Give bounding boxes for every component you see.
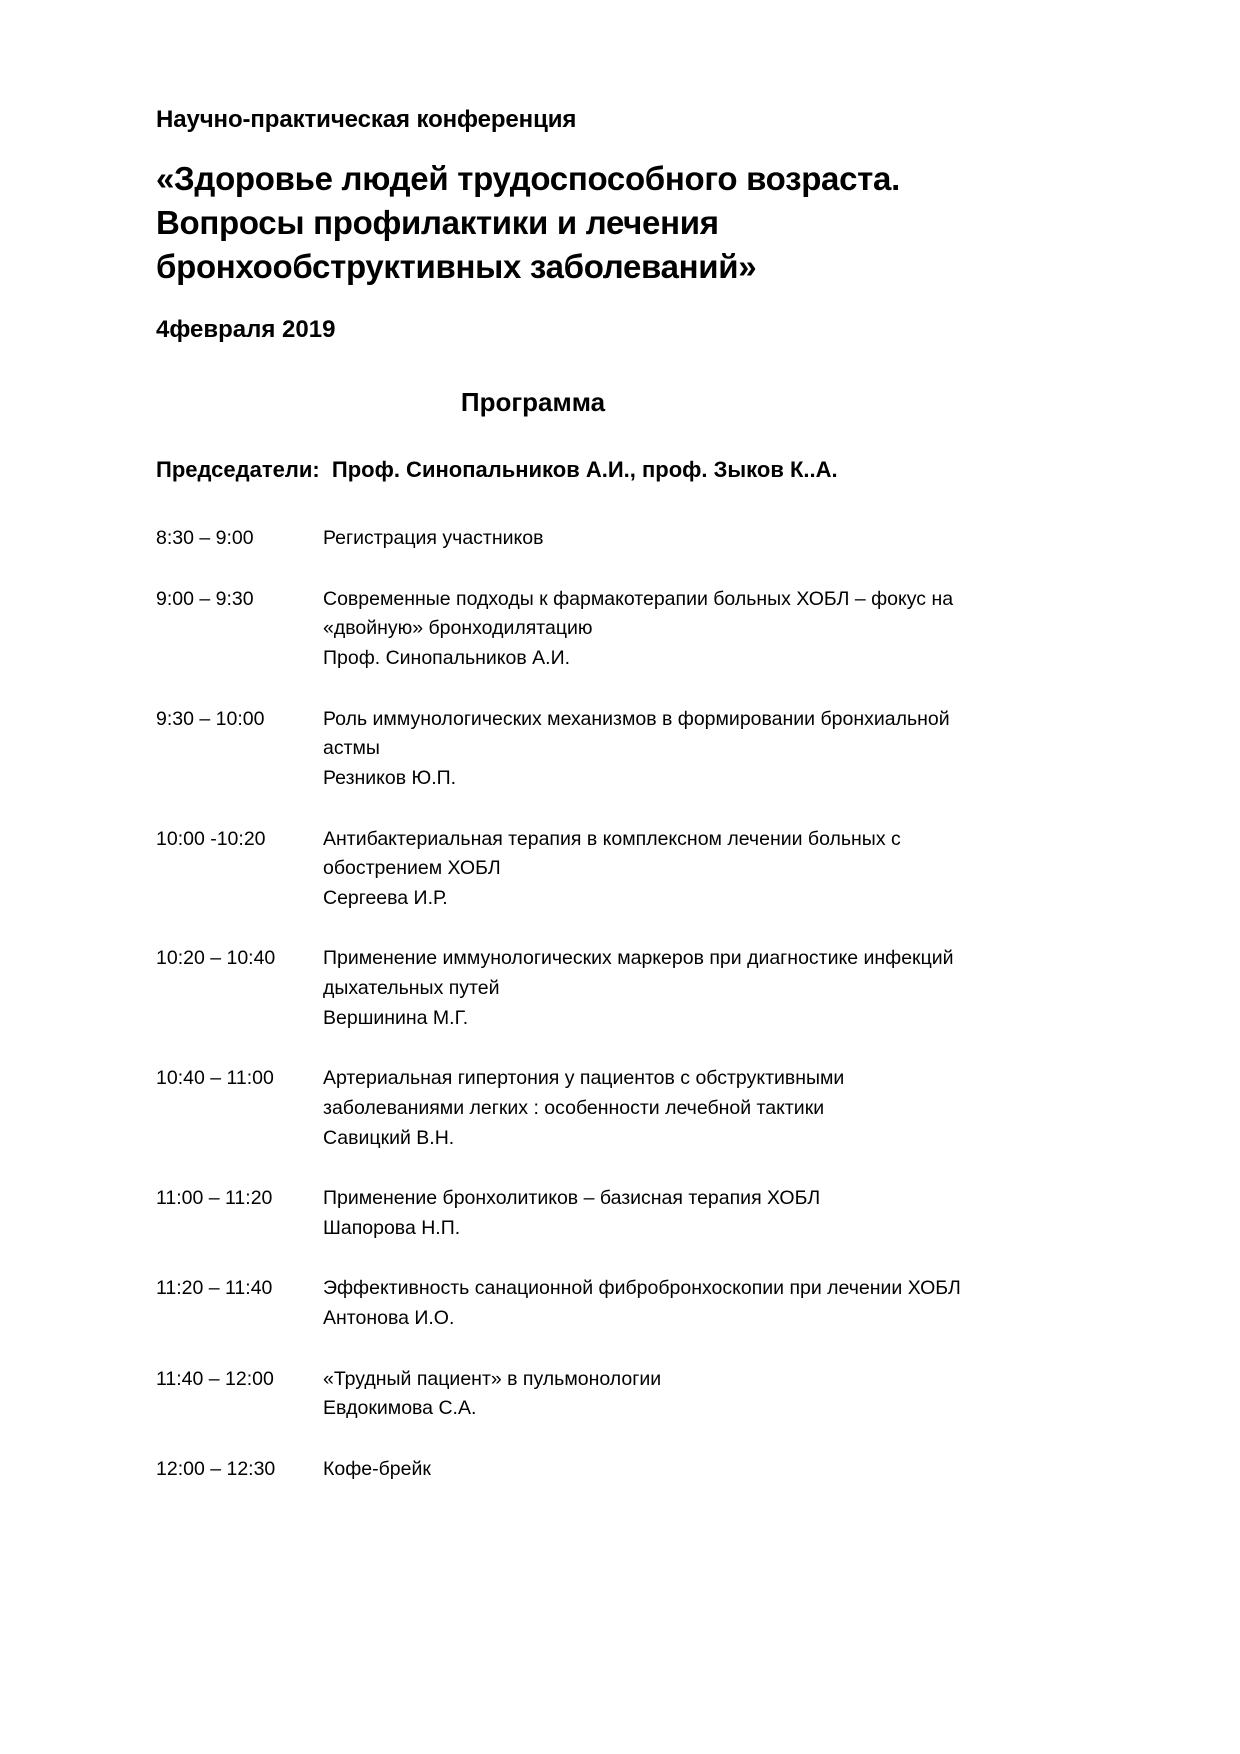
- schedule-speaker: Проф. Синопальников А.И.: [323, 647, 571, 670]
- schedule-entry: [323, 1064, 1013, 1153]
- schedule-time: 9:30 – 10:00: [156, 707, 265, 730]
- schedule-time: 10:20 – 10:40: [156, 947, 276, 970]
- schedule-row: [156, 1184, 1040, 1243]
- schedule-entry: [323, 705, 1013, 794]
- schedule-entry: [323, 1274, 1013, 1333]
- schedule-title-line: Артериальная гипертония у пациентов с обструктивными: [323, 1067, 845, 1090]
- schedule-time: 8:30 – 9:00: [156, 527, 254, 550]
- conference-kicker: Научно-практическая конференция: [156, 106, 577, 133]
- schedule-title-line: «Трудный пациент» в пульмонологии: [323, 1367, 662, 1390]
- schedule-row: [156, 825, 1040, 914]
- schedule-title-line: астмы: [323, 737, 380, 760]
- schedule-speaker: Шапорова Н.П.: [323, 1216, 461, 1239]
- schedule-entry: [323, 944, 1013, 1033]
- schedule-time: 10:40 – 11:00: [156, 1067, 274, 1090]
- schedule-time: 11:00 – 11:20: [156, 1187, 273, 1210]
- schedule-entry: [323, 1184, 1013, 1243]
- schedule-title-line: обострением ХОБЛ: [323, 857, 501, 880]
- schedule-time: 11:40 – 12:00: [156, 1367, 274, 1390]
- schedule-entry: [323, 1365, 1013, 1424]
- schedule-title-line: Регистрация участников: [323, 527, 544, 550]
- conference-date: 4февраля 2019: [156, 315, 336, 343]
- schedule-title-line: «двойную» бронходилятацию: [323, 617, 593, 640]
- schedule-speaker: Сергеева И.Р.: [323, 886, 448, 909]
- conference-title: [156, 157, 1026, 289]
- program-heading: Программа: [460, 386, 606, 417]
- schedule-row: [156, 1455, 1040, 1485]
- schedule-entry: [323, 1455, 1013, 1485]
- schedule-row: [156, 1274, 1040, 1333]
- schedule-speaker: Евдокимова С.А.: [323, 1397, 477, 1420]
- schedule-entry: [323, 585, 1013, 674]
- schedule-title-line: Антибактериальная терапия в комплексном лечении больных с: [323, 827, 901, 850]
- schedule-title-line: Эффективность санационной фибробронхоскопии при лечении ХОБЛ: [323, 1277, 961, 1300]
- schedule-time: 12:00 – 12:30: [156, 1457, 276, 1480]
- schedule-title-line: дыхательных путей: [323, 977, 500, 1000]
- conference-title-line-2: Вопросы профилактики и лечения: [156, 203, 719, 241]
- schedule-title-line: Современные подходы к фармакотерапии больных ХОБЛ – фокус на: [323, 587, 954, 610]
- schedule-title-line: Кофе-брейк: [323, 1457, 431, 1480]
- schedule-title-line: заболеваниями легких : особенности лечебной тактики: [323, 1096, 825, 1119]
- schedule-speaker: Савицкий В.Н.: [323, 1126, 455, 1149]
- schedule-speaker: Резников Ю.П.: [323, 766, 457, 789]
- schedule-row: [156, 585, 1040, 674]
- schedule-title-line: Применение иммунологических маркеров при диагностике инфекций: [323, 947, 954, 970]
- schedule-time: 11:20 – 11:40: [156, 1277, 273, 1300]
- schedule-row: [156, 1064, 1040, 1153]
- schedule-row: [156, 944, 1040, 1033]
- schedule-title-line: Применение бронхолитиков – базисная терапия ХОБЛ: [323, 1187, 821, 1210]
- chairpersons-line: Председатели: Проф. Синопальников А.И., проф. Зыков К..А.: [156, 456, 838, 482]
- schedule-time: 10:00 -10:20: [156, 827, 266, 850]
- conference-title-line-3: бронхообструктивных заболеваний»: [156, 247, 757, 285]
- schedule-speaker: Антонова И.О.: [323, 1307, 455, 1330]
- schedule-speaker: Вершинина М.Г.: [323, 1006, 469, 1029]
- schedule-time: 9:00 – 9:30: [156, 587, 254, 610]
- schedule-row: [156, 524, 1040, 554]
- schedule-title-line: Роль иммунологических механизмов в формировании бронхиальной: [323, 707, 950, 730]
- conference-title-line-1: «Здоровье людей трудоспособного возраста.: [156, 160, 900, 197]
- schedule-entry: [323, 825, 1013, 914]
- schedule-row: [156, 1365, 1040, 1424]
- schedule-list: [156, 524, 1040, 1484]
- schedule-entry: [323, 524, 1013, 554]
- schedule-row: [156, 705, 1040, 794]
